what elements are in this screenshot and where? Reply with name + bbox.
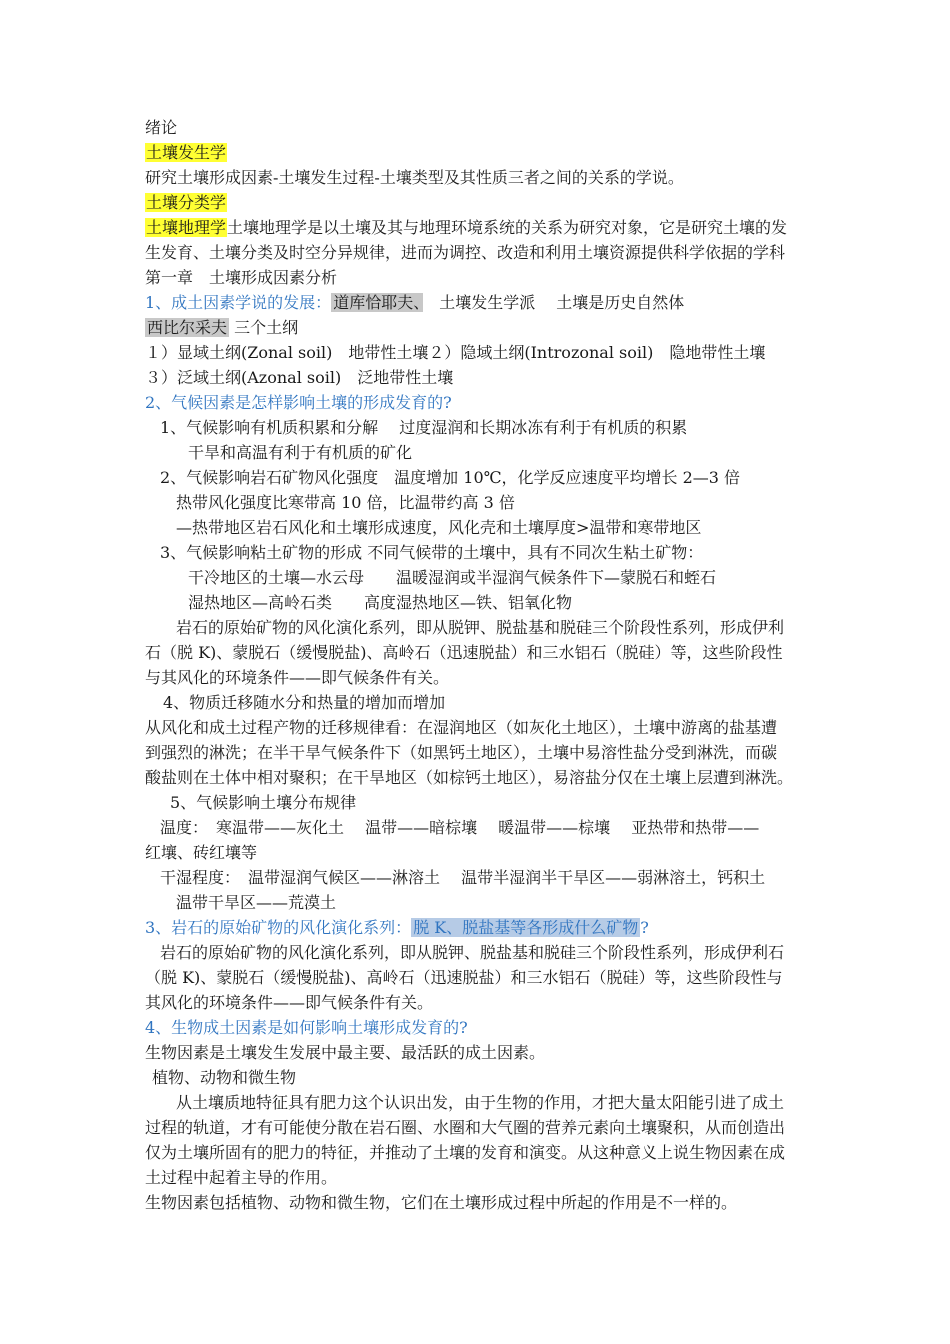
question-heading-4: 4、生物成土因素是如何影响土壤形成发育的? — [145, 1018, 468, 1037]
term-soil-genesis: 土壤发生学 — [146, 143, 227, 162]
list-item: 干冷地区的土壤—水云母 温暖湿润或半湿润气候条件下—蒙脱石和蛭石 — [188, 568, 717, 587]
list-item: 干旱和高温有利于有机质的矿化 — [188, 443, 413, 462]
section-title-intro: 绪论 — [145, 118, 178, 137]
list-item: １）显域土纲(Zonal soil) 地带性土壤２）隐域土纲(Introzonal soil) 隐地带性土壤 — [145, 343, 766, 362]
paragraph-line: 从土壤质地特征具有肥力这个认识出发，由于生物的作用，才把大量太阳能引进了成土 — [176, 1093, 785, 1112]
paragraph-line: 到强烈的淋洗；在半干旱气候条件下（如黑钙土地区），土壤中易溶性盐分受到淋洗，而碳 — [145, 743, 778, 762]
paragraph-line: 其风化的环境条件——即气候条件有关。 — [145, 993, 434, 1012]
paragraph-line: 仅为土壤所固有的肥力的特征，并推动了土壤的发育和演变。从这种意义上说生物因素在成 — [145, 1143, 786, 1162]
list-item: 4、物质迁移随水分和热量的增加而增加 — [163, 693, 446, 712]
paragraph-line: 植物、动物和微生物 — [152, 1068, 297, 1087]
question-heading-1: 1、成土因素学说的发展： 道库恰耶夫、 土壤发生学派 土壤是历史自然体 — [145, 293, 685, 312]
list-item: —热带地区岩石风化和土壤形成速度，风化壳和土壤厚度>温带和寒带地区 — [176, 518, 702, 537]
paragraph-line: 干湿程度： 温带湿润气候区——淋溶土 温带半湿润半干旱区——弱淋溶土，钙积土 — [160, 868, 766, 887]
list-item: 2、气候影响岩石矿物风化强度 温度增加 10℃，化学反应速度平均增长 2—3 倍 — [160, 468, 741, 487]
question-heading-2: 2、气候因素是怎样影响土壤的形成发育的? — [145, 393, 452, 412]
paragraph-line: 生物因素是土壤发生发展中最主要、最活跃的成土因素。 — [145, 1043, 546, 1062]
chapter-title: 第一章 土壤形成因素分析 — [145, 268, 338, 287]
paragraph-line: 温带干旱区——荒漠土 — [176, 893, 337, 912]
paragraph-line: 岩石的原始矿物的风化演化系列，即从脱钾、脱盐基和脱硅三个阶段性系列，形成伊利 — [176, 618, 785, 637]
paragraph-line: 生物因素包括植物、动物和微生物，它们在土壤形成过程中所起的作用是不一样的。 — [145, 1193, 738, 1212]
paragraph-line: 从风化和成土过程产物的迁移规律看：在湿润地区（如灰化土地区），土壤中游离的盐基遭 — [145, 718, 778, 737]
question-heading-3: 3、岩石的原始矿物的风化演化系列： 脱 K、脱盐基等各形成什么矿物 ? — [145, 918, 649, 937]
paragraph-line: 过程的轨道，才有可能使分散在岩石圈、水圈和大气圈的营养元素向土壤聚积，从而创造出 — [145, 1118, 786, 1137]
list-item: 湿热地区—高岭石类 高度湿热地区—铁、铝氧化物 — [188, 593, 573, 612]
paragraph-line: 土过程中起着主导的作用。 — [145, 1168, 338, 1187]
paragraph-line: 温度： 寒温带——灰化土 温带——暗棕壤 暖温带——棕壤 亚热带和热带—— — [160, 818, 760, 837]
list-item: 热带风化强度比寒带高 10 倍，比温带约高 3 倍 — [176, 493, 515, 512]
paragraph-line: 生发育、土壤分类及时空分异规律，进而为调控、改造和利用土壤资源提供科学依据的学科 — [145, 243, 786, 262]
paragraph-line: 酸盐则在土体中相对聚积；在干旱地区（如棕钙土地区），易溶盐分仅在土壤上层遭到淋洗。 — [145, 768, 794, 787]
list-item: 1、气候影响有机质积累和分解 过度湿润和长期冰冻有利于有机质的积累 — [160, 418, 688, 437]
paragraph-line: （脱 K)、蒙脱石（缓慢脱盐)、高岭石（迅速脱盐）和三水铝石（脱硅）等，这些阶段性与 — [145, 968, 783, 987]
term-soil-geography-line: 土壤地理学土壤地理学是以土壤及其与地理环境系统的关系为研究对象，它是研究土壤的发 — [146, 218, 788, 237]
list-item: 5、气候影响土壤分布规律 — [170, 793, 357, 812]
paragraph-line: 岩石的原始矿物的风化演化系列，即从脱钾、脱盐基和脱硅三个阶段性系列，形成伊利石 — [160, 943, 785, 962]
paragraph-line: 石（脱 K)、蒙脱石（缓慢脱盐)、高岭石（迅速脱盐）和三水铝石（脱硅）等，这些阶段性 — [145, 643, 783, 662]
paragraph-line: 与其风化的环境条件——即气候条件有关。 — [145, 668, 450, 687]
paragraph-line: 研究土壤形成因素-土壤发生过程-土壤类型及其性质三者之间的关系的学说。 — [145, 168, 684, 187]
paragraph-line: 西比尔采夫 三个土纲 — [147, 318, 299, 337]
list-item: 3、气候影响粘土矿物的形成 不同气候带的土壤中，具有不同次生粘土矿物： — [160, 543, 704, 562]
list-item: ３）泛域土纲(Azonal soil) 泛地带性土壤 — [145, 368, 454, 387]
term-soil-classification: 土壤分类学 — [146, 193, 227, 212]
paragraph-line: 红壤、砖红壤等 — [145, 843, 258, 862]
